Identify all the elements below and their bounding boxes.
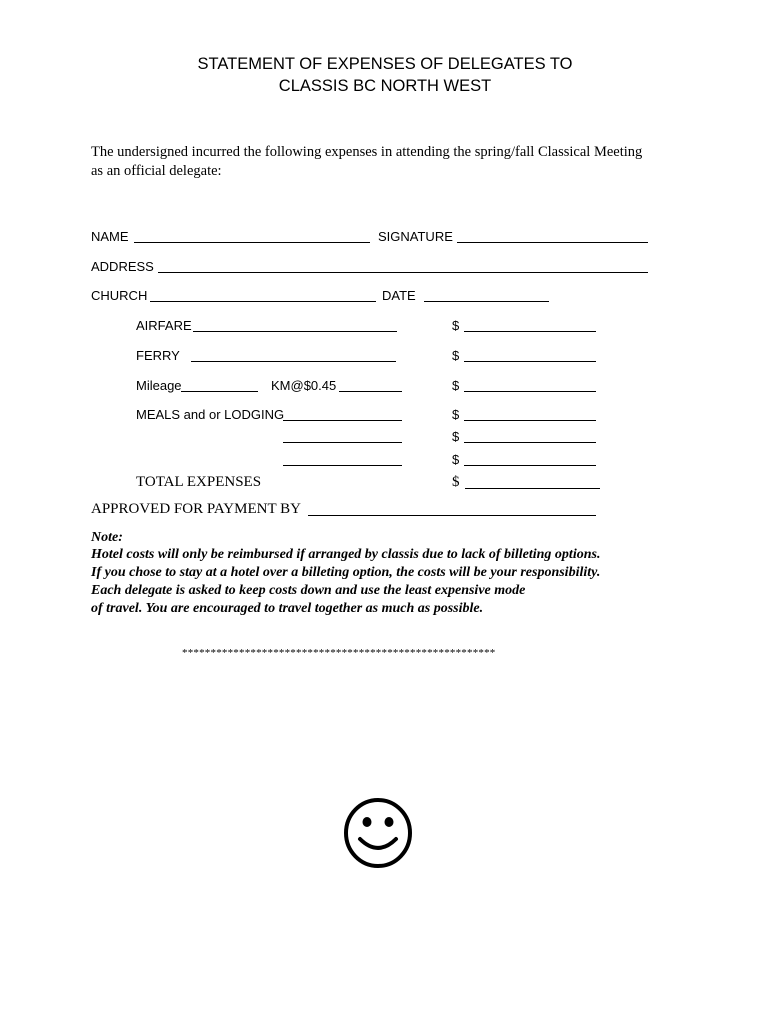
extra-detail-field-1[interactable]	[283, 442, 402, 443]
signature-field[interactable]	[457, 242, 648, 243]
extra-amount-field-2[interactable]	[464, 465, 596, 466]
note-line2: If you chose to stay at a hotel over a billeting option, the costs will be your responsibility.	[91, 565, 601, 580]
note-heading: Note:	[91, 530, 123, 545]
total-amount-field[interactable]	[465, 488, 600, 489]
mileage-km-field[interactable]	[181, 391, 258, 392]
name-label: NAME	[91, 229, 129, 244]
signature-label: SIGNATURE	[378, 229, 453, 244]
note-line3: Each delegate is asked to keep costs down and use the least expensive mode	[91, 583, 526, 598]
date-field[interactable]	[424, 301, 549, 302]
name-field[interactable]	[134, 242, 370, 243]
airfare-detail-field[interactable]	[193, 331, 397, 332]
ferry-label: FERRY	[136, 348, 180, 363]
extra-amount-field-1[interactable]	[464, 442, 596, 443]
extra-detail-field-2[interactable]	[283, 465, 402, 466]
date-label: DATE	[382, 288, 416, 303]
smiley-face-icon	[343, 797, 413, 869]
mileage-currency: $	[452, 378, 460, 393]
mileage-label: Mileage	[136, 378, 182, 393]
ferry-amount-field[interactable]	[464, 361, 596, 362]
extra-currency-2: $	[452, 452, 460, 467]
total-expenses-label: TOTAL EXPENSES	[136, 474, 262, 490]
form-title-line2: CLASSIS BC NORTH WEST	[278, 77, 492, 95]
airfare-label: AIRFARE	[136, 318, 192, 333]
note-line1: Hotel costs will only be reimbursed if arranged by classis due to lack of billeting options.	[91, 547, 601, 562]
meals-detail-field-1[interactable]	[283, 420, 402, 421]
mileage-calc-field[interactable]	[339, 391, 402, 392]
total-currency: $	[452, 474, 460, 490]
intro-line2: as an official delegate:	[91, 163, 222, 179]
meals-lodging-label: MEALS and or LODGING	[136, 407, 285, 422]
extra-currency-1: $	[452, 429, 460, 444]
approved-by-field[interactable]	[308, 515, 596, 516]
airfare-currency: $	[452, 318, 460, 333]
ferry-detail-field[interactable]	[191, 361, 396, 362]
note-line4: of travel. You are encouraged to travel together as much as possible.	[91, 601, 484, 616]
mileage-amount-field[interactable]	[464, 391, 596, 392]
airfare-amount-field[interactable]	[464, 331, 596, 332]
ferry-currency: $	[452, 348, 460, 363]
meals-amount-field[interactable]	[464, 420, 596, 421]
meals-currency: $	[452, 407, 460, 422]
intro-line1: The undersigned incurred the following expenses in attending the spring/fall Classical Meeting	[91, 144, 643, 160]
address-label: ADDRESS	[91, 259, 154, 274]
church-label: CHURCH	[91, 288, 148, 303]
km-rate-label: KM@$0.45	[271, 378, 337, 393]
church-field[interactable]	[150, 301, 376, 302]
approved-label: APPROVED FOR PAYMENT BY	[91, 501, 301, 517]
address-field[interactable]	[158, 272, 648, 273]
asterisk-separator: *******************************************************	[182, 647, 496, 659]
form-title-line1: STATEMENT OF EXPENSES OF DELEGATES TO	[197, 55, 573, 73]
